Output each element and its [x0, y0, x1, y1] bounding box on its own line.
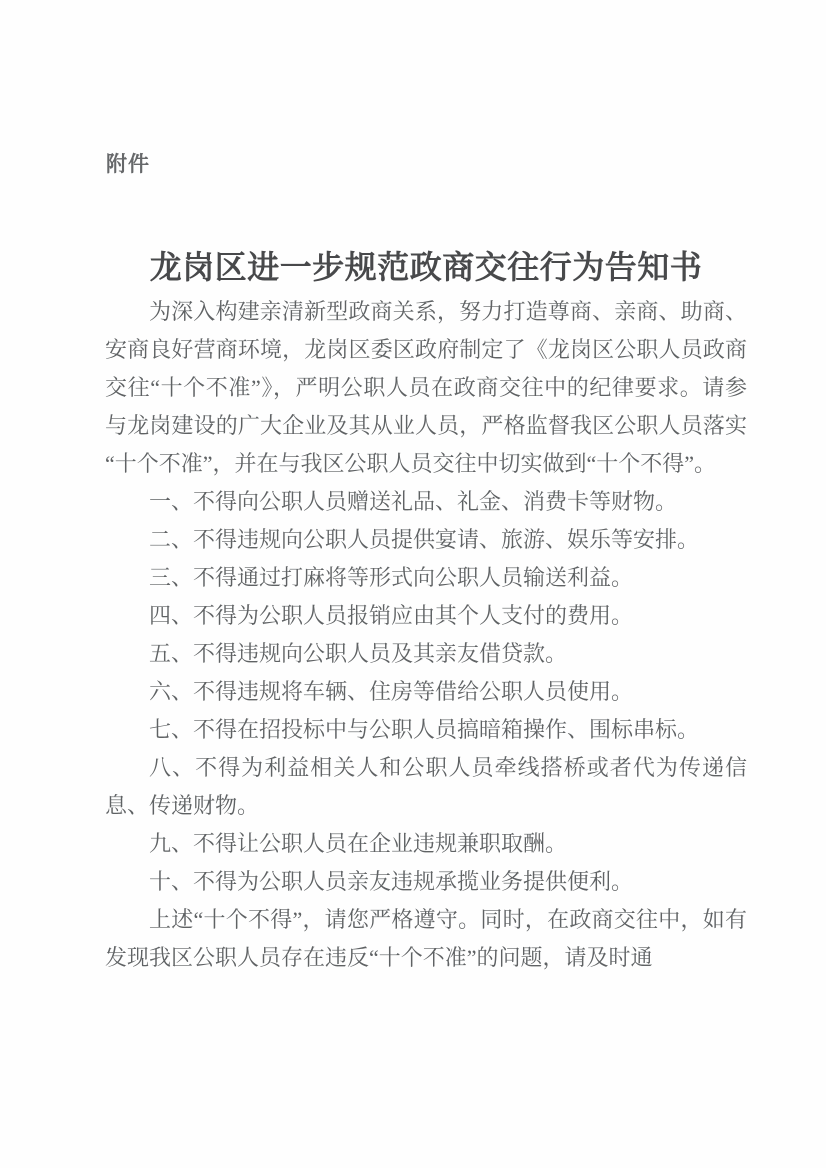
paragraph-item-7: 七、不得在招投标中与公职人员搞暗箱操作、围标串标。: [149, 717, 700, 742]
paragraph-item-1: 一、不得向公职人员赠送礼品、礼金、消费卡等财物。: [149, 489, 678, 514]
document-title: 龙岗区进一步规范政商交往行为告知书: [149, 249, 703, 286]
document-body: [105, 293, 747, 977]
paragraph-item-3: 三、不得通过打麻将等形式向公职人员输送利益。: [149, 565, 634, 590]
paragraph-item-4: 四、不得为公职人员报销应由其个人支付的费用。: [149, 603, 634, 628]
paragraph-item-2: 二、不得违规向公职人员提供宴请、旅游、娱乐等安排。: [149, 527, 700, 552]
paragraph-intro: 为深入构建亲清新型政商关系，努力打造尊商、亲商、助商、安商良好营商环境，龙岗区委区政府制定了《龙岗区公职人员政商交往“十个不准”》，严明公职人员在政商交往中的纪律要求。请参与龙岗建设的广大企业及其从业人员，严格监督我区公职人员落实“十个不准”，并在与我区公职人员交往中切实做到“十个不得”。: [105, 299, 747, 476]
paragraph-item-9: 九、不得让公职人员在企业违规兼职取酬。: [149, 831, 568, 856]
attachment-label: 附件: [106, 153, 150, 176]
paragraph-item-10: 十、不得为公职人员亲友违规承揽业务提供便利。: [149, 869, 634, 894]
paragraph-item-8: 八、不得为利益相关人和公职人员牵线搭桥或者代为传递信息、传递财物。: [105, 755, 747, 818]
paragraph-item-5: 五、不得违规向公职人员及其亲友借贷款。: [149, 641, 568, 666]
paragraph-item-6: 六、不得违规将车辆、住房等借给公职人员使用。: [149, 679, 634, 704]
paragraph-closing: 上述“十个不得”，请您严格遵守。同时，在政商交往中，如有发现我区公职人员存在违反“十个不准”的问题，请及时通: [105, 907, 747, 970]
